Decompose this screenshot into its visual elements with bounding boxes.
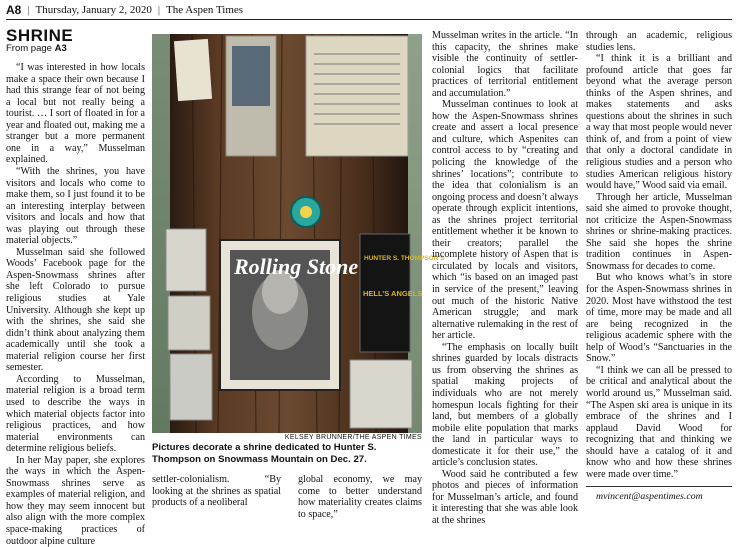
page-number: A8: [6, 3, 22, 17]
author-email: mvincent@aspentimes.com: [596, 491, 703, 503]
paragraph: But who knows what’s in store for the Aspen-Snowmass shrines in 2020. Most have withstood the test of time, more may be made and all are being recognized in the religious academic sphere with the help of Wood’s “Sanctuaries in the Snow.”: [586, 272, 732, 365]
newspaper-name: The Aspen Times: [166, 4, 244, 16]
paragraph: Musselman said she followed Woods’ Facebook page for the Aspen-Snowmass shrines after she left Colorado to pursue religious studies at Yale University. Although she kept up with the shrines, she said she didn’t think about analyzing them academically until she took a material religion course her first semester.: [6, 246, 145, 374]
paragraph: According to Musselman, material religion is a broad term used to describe the ways in which material objects factor into religious practices, and how material environments can determine religious beliefs.: [6, 373, 145, 455]
paragraph: “With the shrines, you have visitors and locals who come to make them, so I just found it to be an interesting interplay between visitors and locals and how that was playing out through these material objects.”: [6, 166, 145, 247]
jump-line: [6, 43, 145, 55]
paragraph: “I think it is a brilliant and profound article that goes far beyond what the average person thinks of the Aspen shrines, and makes statements and asks questions about the shrines in such a way that most people would never think of, and from a point of view that only a doctoral candidate in religious studies and a person who studies American religious history would have,” Wood said via email.: [586, 53, 732, 192]
paragraph: “The emphasis on locally built shrines guarded by locals distracts us from observing the shrines as spatial making projects of individuals who are not merely homespun locals fighting for their land, but members of a globally mobile elite population that marks the land in particular ways to domesticate it for their use,” the article’s conclusion states.: [432, 341, 578, 469]
paragraph: settler-colonialism. “By looking at the shrines as spatial products of a neoliberal: [152, 474, 281, 509]
article-column-4: [432, 30, 578, 527]
header-separator: |: [27, 4, 30, 16]
article-column-3-bottom: [298, 474, 422, 520]
photo-credit: KELSEY BRUNNER/THE ASPEN TIMES: [284, 434, 422, 441]
paragraph: Wood said he contributed a few photos and pieces of information for Musselman’s article, and found it interesting that she was able look at the shrines: [432, 468, 578, 526]
byline-rule: [586, 486, 732, 487]
paragraph: Musselman continues to look at how the Aspen-Snowmass shrines create and assert a local presence and culture, which Aspenites can control access to by “creating and policing the knowledge of the shrines’ locations”; contribute to the idea that colonialism is an ongoing process and doesn’t always operate through explicit intentions, as the shrines project territorial entitlement whether it be known to their creators; parallel the incomplete history of Aspen that is circulated by locals and visitors, which “is based on an imaged past in service of the present,” leaving out much of the historic Native American struggle; and mark alternative rulemaking in the rest of her article.: [432, 99, 578, 342]
article-column-1: [6, 26, 145, 547]
shrine-photo: [152, 34, 445, 433]
jump-label: From page: [6, 42, 52, 54]
paragraph: through an academic, religious studies lens.: [586, 30, 732, 53]
jump-page: A3: [54, 42, 67, 54]
article-headline: SHRINE: [6, 26, 74, 45]
paragraph: In her May paper, she explores the ways in which the Aspen-Snowmass shrines serve as examples of material religion, and how they may seem innocent but also align with the more complex space-making practices of outdoor alpine culture: [6, 454, 145, 547]
paragraph: Musselman writes in the article. “In this capacity, the shrines make visible the continuity of settler-colonial logics that facilitate practices of territorial entitlement and accumulation.”: [432, 30, 578, 99]
paragraph: Through her article, Musselman said she aimed to provoke thought, not criticize the Aspen-Snowmass shrines or shrine-making practices. She said she hopes the shrine tradition continues in Aspen-Snowmass for decades to come.: [586, 191, 732, 272]
header-separator: |: [157, 4, 161, 16]
article-column-5: [586, 30, 732, 503]
paragraph: global economy, we may come to better understand how materiality creates claims to space,”: [298, 474, 422, 520]
paragraph: “I think we can all be pressed to be critical and analytical about the world around us,” Musselman said. “The Aspen ski area is unique in its embrace of the shrines and I applaud David Wood for recognizing that and thinking we should have a catalog of it and know who and how these shrines were made over time.”: [586, 364, 732, 480]
header-rule: [6, 19, 732, 20]
issue-date: Thursday, January 2, 2020: [35, 4, 152, 16]
article-column-2-bottom: [152, 474, 281, 509]
page-header: [6, 2, 732, 18]
book-title: HELL’S ANGELS: [363, 289, 423, 298]
book-author: HUNTER S. THOMPSON’S: [364, 255, 445, 262]
photo-caption: Pictures decorate a shrine dedicated to Hunter S. Thompson on Snowmass Mountain on Dec. 27.: [152, 442, 377, 465]
magazine-title: Rolling Stone: [234, 254, 359, 279]
paragraph: “I was interested in how locals make a space their own because I had this strange fear of not being a local but not really being a tourist. … I sort of floated in for a year and floated out, making me a stranger but a more permanent one in a way,” Musselman explained.: [6, 62, 145, 166]
